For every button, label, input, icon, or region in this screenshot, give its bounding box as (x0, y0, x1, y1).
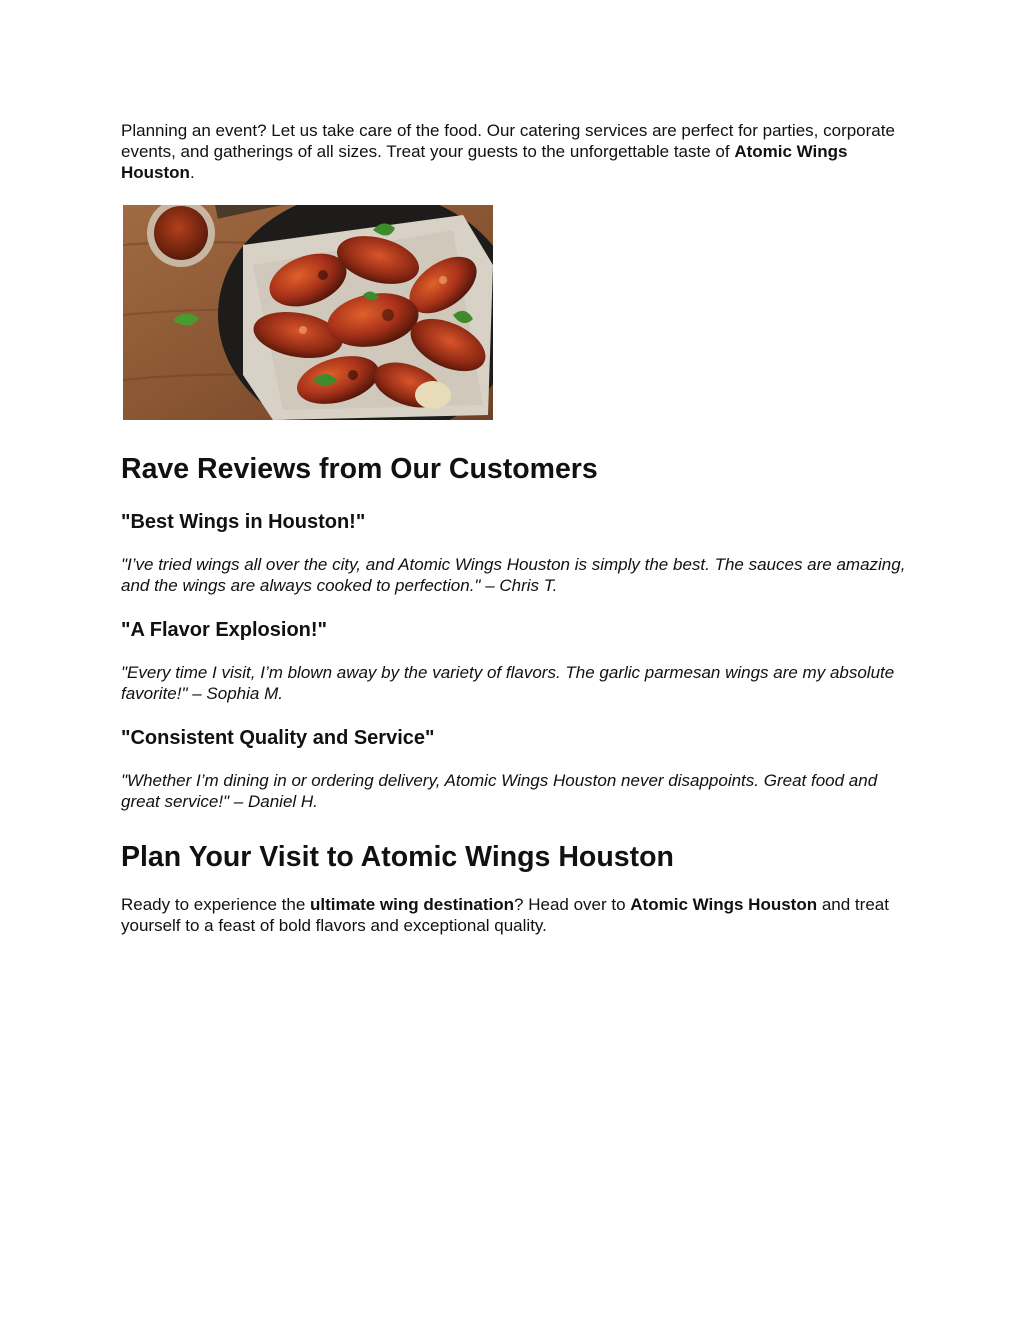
review-quote: "Every time I visit, I’m blown away by the variety of flavors. The garlic parmesan wings are my absolute favorite!" – Sophia M. (121, 663, 895, 703)
visit-text: ? Head over to (514, 895, 631, 914)
visit-text: Ready to experience the (121, 895, 311, 914)
visit-brand: Atomic Wings Houston (630, 895, 818, 914)
visit-bold: ultimate wing destination (310, 895, 515, 914)
visit-heading: Plan Your Visit to Atomic Wings Houston (121, 841, 674, 873)
review-title: "A Flavor Explosion!" (121, 619, 328, 641)
visit-paragraph (121, 894, 911, 936)
review-quote: "Whether I’m dining in or ordering delivery, Atomic Wings Houston never disappoints. Great food and great service!" – Daniel H. (121, 771, 878, 811)
intro-end: . (189, 163, 195, 182)
reviews-heading: Rave Reviews from Our Customers (121, 453, 598, 485)
review-title: "Consistent Quality and Service" (121, 727, 435, 749)
intro-paragraph (121, 120, 911, 183)
visit-text: and treat yourself to a feast of bold flavors and exceptional quality. (121, 895, 889, 935)
review-title: "Best Wings in Houston!" (121, 511, 366, 533)
review-quote: "I’ve tried wings all over the city, and Atomic Wings Houston is simply the best. The sauces are amazing, and the wings are always cooked to perfection." – Chris T. (121, 555, 906, 595)
intro-text: Planning an event? Let us take care of the food. Our catering services are perfect for parties, corporate events, and gatherings of all sizes. Treat your guests to the unforgettable taste of (121, 121, 895, 161)
chicken-wings-photo (123, 205, 493, 420)
intro-brand: Atomic Wings Houston (121, 142, 848, 182)
document-page (121, 120, 911, 936)
